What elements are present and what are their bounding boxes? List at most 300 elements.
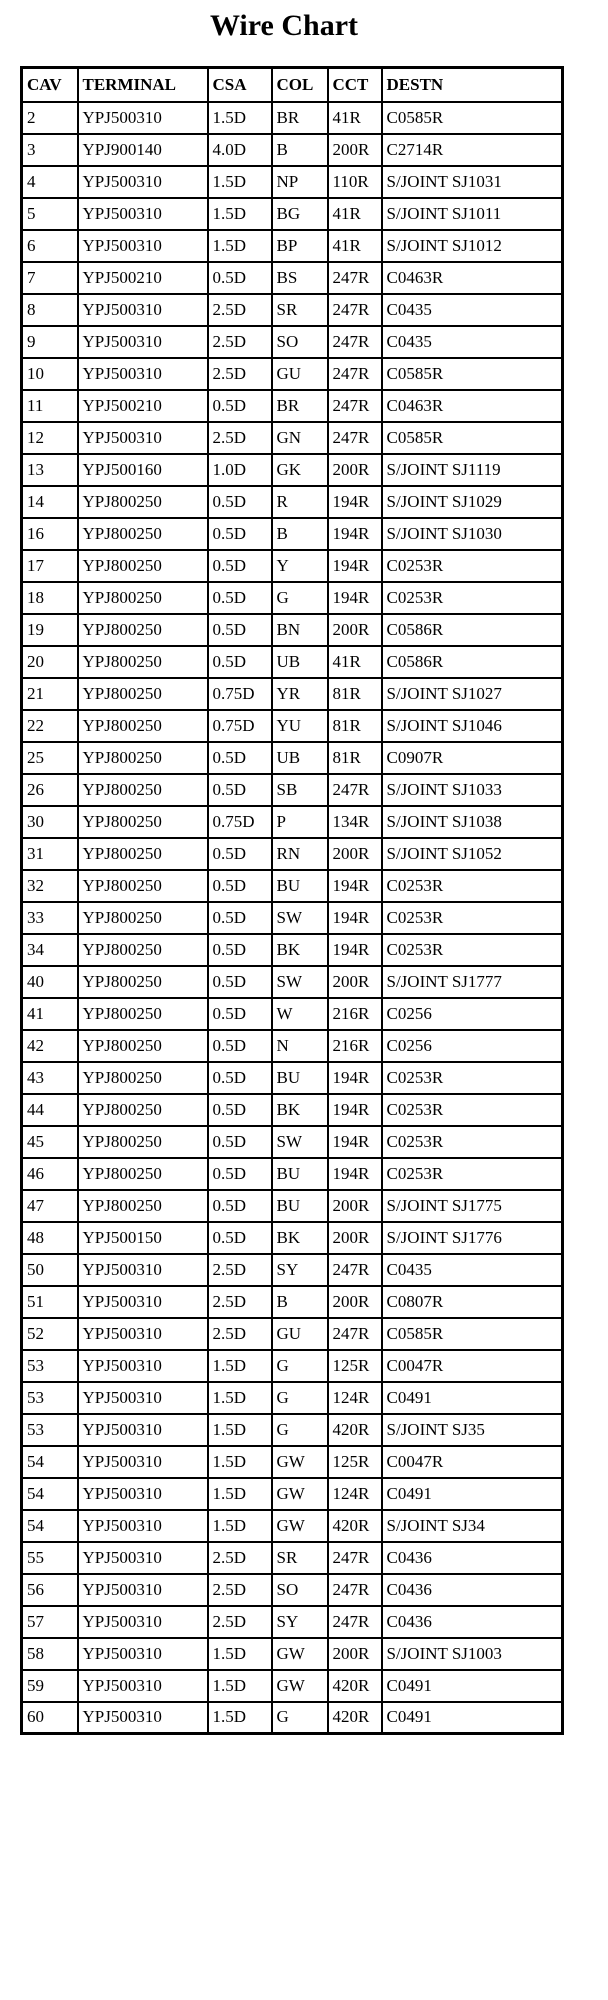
col-cell: BU: [272, 1190, 328, 1222]
destn-cell: S/JOINT SJ1046: [382, 710, 563, 742]
destn-cell: S/JOINT SJ34: [382, 1510, 563, 1542]
header-destn: DESTN: [382, 68, 563, 102]
cct-cell: 200R: [328, 134, 382, 166]
terminal-cell: YPJ800250: [78, 934, 208, 966]
table-row: [22, 1702, 563, 1734]
cct-cell: 41R: [328, 198, 382, 230]
terminal-cell: YPJ800250: [78, 678, 208, 710]
destn-cell: C0256: [382, 1030, 563, 1062]
table-row: [22, 1670, 563, 1702]
cav-cell: 32: [22, 870, 78, 902]
cct-cell: 194R: [328, 870, 382, 902]
col-cell: GW: [272, 1446, 328, 1478]
table-row: [22, 358, 563, 390]
csa-cell: 0.5D: [208, 390, 272, 422]
terminal-cell: YPJ500310: [78, 1350, 208, 1382]
csa-cell: 2.5D: [208, 1254, 272, 1286]
table-row: [22, 1414, 563, 1446]
header-csa: CSA: [208, 68, 272, 102]
table-row: [22, 1574, 563, 1606]
cct-cell: 194R: [328, 1126, 382, 1158]
cct-cell: 247R: [328, 294, 382, 326]
cav-cell: 34: [22, 934, 78, 966]
csa-cell: 4.0D: [208, 134, 272, 166]
table-row: [22, 486, 563, 518]
cct-cell: 110R: [328, 166, 382, 198]
cct-cell: 124R: [328, 1478, 382, 1510]
csa-cell: 2.5D: [208, 1574, 272, 1606]
csa-cell: 2.5D: [208, 326, 272, 358]
terminal-cell: YPJ800250: [78, 998, 208, 1030]
csa-cell: 1.5D: [208, 1702, 272, 1734]
table-row: [22, 1638, 563, 1670]
col-cell: G: [272, 1350, 328, 1382]
cav-cell: 53: [22, 1382, 78, 1414]
col-cell: G: [272, 1414, 328, 1446]
destn-cell: S/JOINT SJ1052: [382, 838, 563, 870]
destn-cell: C0253R: [382, 582, 563, 614]
csa-cell: 0.5D: [208, 1126, 272, 1158]
col-cell: GK: [272, 454, 328, 486]
cct-cell: 194R: [328, 1094, 382, 1126]
destn-cell: S/JOINT SJ1011: [382, 198, 563, 230]
table-row: [22, 902, 563, 934]
terminal-cell: YPJ500310: [78, 230, 208, 262]
table-header-row: [22, 68, 563, 102]
table-row: [22, 1350, 563, 1382]
table-row: [22, 710, 563, 742]
destn-cell: C0585R: [382, 422, 563, 454]
csa-cell: 0.5D: [208, 998, 272, 1030]
cav-cell: 55: [22, 1542, 78, 1574]
destn-cell: C0585R: [382, 358, 563, 390]
table-row: [22, 1062, 563, 1094]
terminal-cell: YPJ500310: [78, 1382, 208, 1414]
cct-cell: 247R: [328, 390, 382, 422]
csa-cell: 1.0D: [208, 454, 272, 486]
destn-cell: C0491: [382, 1478, 563, 1510]
csa-cell: 0.5D: [208, 934, 272, 966]
table-row: [22, 198, 563, 230]
destn-cell: S/JOINT SJ1012: [382, 230, 563, 262]
csa-cell: 2.5D: [208, 294, 272, 326]
table-row: [22, 390, 563, 422]
terminal-cell: YPJ800250: [78, 1126, 208, 1158]
csa-cell: 0.5D: [208, 870, 272, 902]
page-title: Wire Chart: [209, 9, 359, 42]
terminal-cell: YPJ500310: [78, 1478, 208, 1510]
table-body: [22, 102, 563, 1734]
cav-cell: 44: [22, 1094, 78, 1126]
col-cell: SO: [272, 326, 328, 358]
cct-cell: 194R: [328, 582, 382, 614]
cav-cell: 47: [22, 1190, 78, 1222]
cav-cell: 12: [22, 422, 78, 454]
cct-cell: 200R: [328, 1638, 382, 1670]
cav-cell: 59: [22, 1670, 78, 1702]
destn-cell: C0463R: [382, 390, 563, 422]
destn-cell: S/JOINT SJ35: [382, 1414, 563, 1446]
cct-cell: 41R: [328, 646, 382, 678]
csa-cell: 0.5D: [208, 582, 272, 614]
col-cell: B: [272, 134, 328, 166]
csa-cell: 2.5D: [208, 1318, 272, 1350]
col-cell: BN: [272, 614, 328, 646]
col-cell: BK: [272, 1094, 328, 1126]
table-row: [22, 294, 563, 326]
csa-cell: 0.5D: [208, 1158, 272, 1190]
destn-cell: C0586R: [382, 614, 563, 646]
table-row: [22, 230, 563, 262]
table-row: [22, 1510, 563, 1542]
csa-cell: 1.5D: [208, 1638, 272, 1670]
terminal-cell: YPJ800250: [78, 870, 208, 902]
col-cell: NP: [272, 166, 328, 198]
terminal-cell: YPJ500310: [78, 1286, 208, 1318]
cav-cell: 52: [22, 1318, 78, 1350]
destn-cell: C0047R: [382, 1446, 563, 1478]
terminal-cell: YPJ800250: [78, 582, 208, 614]
csa-cell: 0.75D: [208, 806, 272, 838]
header-terminal: TERMINAL: [78, 68, 208, 102]
table-row: [22, 678, 563, 710]
cav-cell: 10: [22, 358, 78, 390]
destn-cell: C0253R: [382, 1126, 563, 1158]
terminal-cell: YPJ500310: [78, 1542, 208, 1574]
csa-cell: 1.5D: [208, 230, 272, 262]
cct-cell: 247R: [328, 1254, 382, 1286]
wire-chart-table: [20, 66, 564, 1735]
csa-cell: 2.5D: [208, 1542, 272, 1574]
destn-cell: C0435: [382, 294, 563, 326]
terminal-cell: YPJ500210: [78, 390, 208, 422]
cav-cell: 13: [22, 454, 78, 486]
cav-cell: 57: [22, 1606, 78, 1638]
cct-cell: 200R: [328, 966, 382, 998]
col-cell: BS: [272, 262, 328, 294]
cct-cell: 200R: [328, 1222, 382, 1254]
destn-cell: S/JOINT SJ1031: [382, 166, 563, 198]
cav-cell: 26: [22, 774, 78, 806]
csa-cell: 0.5D: [208, 614, 272, 646]
cct-cell: 81R: [328, 742, 382, 774]
cct-cell: 247R: [328, 1542, 382, 1574]
cav-cell: 22: [22, 710, 78, 742]
col-cell: G: [272, 1382, 328, 1414]
terminal-cell: YPJ800250: [78, 838, 208, 870]
destn-cell: S/JOINT SJ1119: [382, 454, 563, 486]
col-cell: SW: [272, 902, 328, 934]
destn-cell: C0435: [382, 1254, 563, 1286]
cav-cell: 17: [22, 550, 78, 582]
col-cell: BK: [272, 1222, 328, 1254]
destn-cell: C0256: [382, 998, 563, 1030]
destn-cell: C0435: [382, 326, 563, 358]
table-row: [22, 1158, 563, 1190]
terminal-cell: YPJ800250: [78, 710, 208, 742]
cav-cell: 4: [22, 166, 78, 198]
col-cell: N: [272, 1030, 328, 1062]
cav-cell: 54: [22, 1510, 78, 1542]
csa-cell: 0.75D: [208, 710, 272, 742]
csa-cell: 0.5D: [208, 1094, 272, 1126]
terminal-cell: YPJ800250: [78, 1190, 208, 1222]
cct-cell: 216R: [328, 998, 382, 1030]
table-row: [22, 774, 563, 806]
col-cell: W: [272, 998, 328, 1030]
csa-cell: 0.5D: [208, 486, 272, 518]
table-row: [22, 1382, 563, 1414]
destn-cell: C0253R: [382, 934, 563, 966]
destn-cell: S/JOINT SJ1038: [382, 806, 563, 838]
cav-cell: 8: [22, 294, 78, 326]
col-cell: R: [272, 486, 328, 518]
destn-cell: C0047R: [382, 1350, 563, 1382]
cct-cell: 420R: [328, 1702, 382, 1734]
terminal-cell: YPJ500310: [78, 1414, 208, 1446]
terminal-cell: YPJ500310: [78, 358, 208, 390]
col-cell: GU: [272, 1318, 328, 1350]
terminal-cell: YPJ500310: [78, 1318, 208, 1350]
header-cav: CAV: [22, 68, 78, 102]
csa-cell: 1.5D: [208, 1382, 272, 1414]
cav-cell: 20: [22, 646, 78, 678]
destn-cell: S/JOINT SJ1033: [382, 774, 563, 806]
cav-cell: 54: [22, 1446, 78, 1478]
table-row: [22, 326, 563, 358]
table-row: [22, 1606, 563, 1638]
cct-cell: 247R: [328, 326, 382, 358]
cct-cell: 247R: [328, 422, 382, 454]
terminal-cell: YPJ800250: [78, 1094, 208, 1126]
destn-cell: C0436: [382, 1574, 563, 1606]
cct-cell: 194R: [328, 518, 382, 550]
cav-cell: 21: [22, 678, 78, 710]
destn-cell: S/JOINT SJ1003: [382, 1638, 563, 1670]
cct-cell: 216R: [328, 1030, 382, 1062]
cav-cell: 11: [22, 390, 78, 422]
csa-cell: 1.5D: [208, 1414, 272, 1446]
table-row: [22, 838, 563, 870]
table-row: [22, 1094, 563, 1126]
table-row: [22, 550, 563, 582]
cct-cell: 247R: [328, 1606, 382, 1638]
terminal-cell: YPJ500310: [78, 1254, 208, 1286]
col-cell: BU: [272, 1062, 328, 1094]
cct-cell: 41R: [328, 230, 382, 262]
destn-cell: C2714R: [382, 134, 563, 166]
col-cell: SR: [272, 1542, 328, 1574]
csa-cell: 0.5D: [208, 902, 272, 934]
cav-cell: 7: [22, 262, 78, 294]
terminal-cell: YPJ800250: [78, 742, 208, 774]
terminal-cell: YPJ800250: [78, 550, 208, 582]
csa-cell: 0.5D: [208, 518, 272, 550]
destn-cell: C0491: [382, 1382, 563, 1414]
cav-cell: 51: [22, 1286, 78, 1318]
destn-cell: C0253R: [382, 870, 563, 902]
col-cell: GW: [272, 1510, 328, 1542]
header-col: COL: [272, 68, 328, 102]
col-cell: SB: [272, 774, 328, 806]
cct-cell: 194R: [328, 1158, 382, 1190]
destn-cell: C0253R: [382, 1158, 563, 1190]
cav-cell: 43: [22, 1062, 78, 1094]
cct-cell: 194R: [328, 486, 382, 518]
terminal-cell: YPJ800250: [78, 774, 208, 806]
cct-cell: 200R: [328, 454, 382, 486]
cct-cell: 247R: [328, 1574, 382, 1606]
terminal-cell: YPJ500310: [78, 1606, 208, 1638]
terminal-cell: YPJ500310: [78, 326, 208, 358]
table-row: [22, 102, 563, 134]
destn-cell: S/JOINT SJ1027: [382, 678, 563, 710]
terminal-cell: YPJ800250: [78, 1062, 208, 1094]
col-cell: SY: [272, 1254, 328, 1286]
destn-cell: C0436: [382, 1542, 563, 1574]
terminal-cell: YPJ500310: [78, 422, 208, 454]
destn-cell: C0463R: [382, 262, 563, 294]
cav-cell: 2: [22, 102, 78, 134]
cav-cell: 56: [22, 1574, 78, 1606]
cct-cell: 200R: [328, 614, 382, 646]
cct-cell: 420R: [328, 1510, 382, 1542]
table-row: [22, 262, 563, 294]
table-row: [22, 934, 563, 966]
terminal-cell: YPJ800250: [78, 806, 208, 838]
cav-cell: 50: [22, 1254, 78, 1286]
csa-cell: 0.5D: [208, 1062, 272, 1094]
col-cell: YU: [272, 710, 328, 742]
table-row: [22, 614, 563, 646]
cct-cell: 125R: [328, 1350, 382, 1382]
col-cell: P: [272, 806, 328, 838]
col-cell: SO: [272, 1574, 328, 1606]
col-cell: UB: [272, 742, 328, 774]
csa-cell: 1.5D: [208, 1510, 272, 1542]
cct-cell: 81R: [328, 678, 382, 710]
col-cell: SY: [272, 1606, 328, 1638]
table-row: [22, 966, 563, 998]
terminal-cell: YPJ800250: [78, 1158, 208, 1190]
cav-cell: 3: [22, 134, 78, 166]
table-row: [22, 998, 563, 1030]
table-row: [22, 1254, 563, 1286]
destn-cell: S/JOINT SJ1776: [382, 1222, 563, 1254]
terminal-cell: YPJ800250: [78, 518, 208, 550]
destn-cell: C0253R: [382, 1094, 563, 1126]
table-row: [22, 1542, 563, 1574]
cav-cell: 14: [22, 486, 78, 518]
csa-cell: 0.5D: [208, 966, 272, 998]
terminal-cell: YPJ800250: [78, 1030, 208, 1062]
terminal-cell: YPJ500310: [78, 1670, 208, 1702]
cct-cell: 194R: [328, 902, 382, 934]
col-cell: GW: [272, 1670, 328, 1702]
table-row: [22, 1126, 563, 1158]
terminal-cell: YPJ500310: [78, 294, 208, 326]
table-row: [22, 1446, 563, 1478]
cct-cell: 200R: [328, 1286, 382, 1318]
table-row: [22, 518, 563, 550]
cav-cell: 40: [22, 966, 78, 998]
header-cct: CCT: [328, 68, 382, 102]
destn-cell: C0585R: [382, 102, 563, 134]
csa-cell: 1.5D: [208, 166, 272, 198]
destn-cell: C0491: [382, 1702, 563, 1734]
table-row: [22, 806, 563, 838]
cav-cell: 9: [22, 326, 78, 358]
destn-cell: S/JOINT SJ1777: [382, 966, 563, 998]
destn-cell: C0907R: [382, 742, 563, 774]
table-row: [22, 1318, 563, 1350]
cav-cell: 46: [22, 1158, 78, 1190]
csa-cell: 1.5D: [208, 102, 272, 134]
destn-cell: C0807R: [382, 1286, 563, 1318]
col-cell: GU: [272, 358, 328, 390]
col-cell: RN: [272, 838, 328, 870]
table-row: [22, 1190, 563, 1222]
cav-cell: 53: [22, 1414, 78, 1446]
csa-cell: 2.5D: [208, 1606, 272, 1638]
table-row: [22, 1030, 563, 1062]
cct-cell: 194R: [328, 550, 382, 582]
cav-cell: 53: [22, 1350, 78, 1382]
cct-cell: 194R: [328, 934, 382, 966]
terminal-cell: YPJ800250: [78, 614, 208, 646]
csa-cell: 0.5D: [208, 838, 272, 870]
terminal-cell: YPJ900140: [78, 134, 208, 166]
col-cell: BG: [272, 198, 328, 230]
csa-cell: 1.5D: [208, 1478, 272, 1510]
csa-cell: 0.5D: [208, 550, 272, 582]
cct-cell: 420R: [328, 1670, 382, 1702]
terminal-cell: YPJ500310: [78, 1510, 208, 1542]
csa-cell: 0.5D: [208, 742, 272, 774]
col-cell: GN: [272, 422, 328, 454]
cct-cell: 200R: [328, 1190, 382, 1222]
col-cell: GW: [272, 1638, 328, 1670]
terminal-cell: YPJ500310: [78, 102, 208, 134]
csa-cell: 0.5D: [208, 1190, 272, 1222]
col-cell: BR: [272, 102, 328, 134]
col-cell: G: [272, 1702, 328, 1734]
csa-cell: 0.75D: [208, 678, 272, 710]
terminal-cell: YPJ800250: [78, 966, 208, 998]
cav-cell: 60: [22, 1702, 78, 1734]
col-cell: UB: [272, 646, 328, 678]
terminal-cell: YPJ500160: [78, 454, 208, 486]
cav-cell: 31: [22, 838, 78, 870]
csa-cell: 0.5D: [208, 1030, 272, 1062]
cct-cell: 81R: [328, 710, 382, 742]
table-row: [22, 166, 563, 198]
cav-cell: 5: [22, 198, 78, 230]
terminal-cell: YPJ500150: [78, 1222, 208, 1254]
terminal-cell: YPJ800250: [78, 902, 208, 934]
cav-cell: 45: [22, 1126, 78, 1158]
destn-cell: C0253R: [382, 1062, 563, 1094]
destn-cell: C0253R: [382, 550, 563, 582]
cav-cell: 54: [22, 1478, 78, 1510]
table-row: [22, 422, 563, 454]
destn-cell: C0436: [382, 1606, 563, 1638]
col-cell: BU: [272, 1158, 328, 1190]
csa-cell: 0.5D: [208, 262, 272, 294]
col-cell: SR: [272, 294, 328, 326]
cav-cell: 16: [22, 518, 78, 550]
col-cell: G: [272, 582, 328, 614]
